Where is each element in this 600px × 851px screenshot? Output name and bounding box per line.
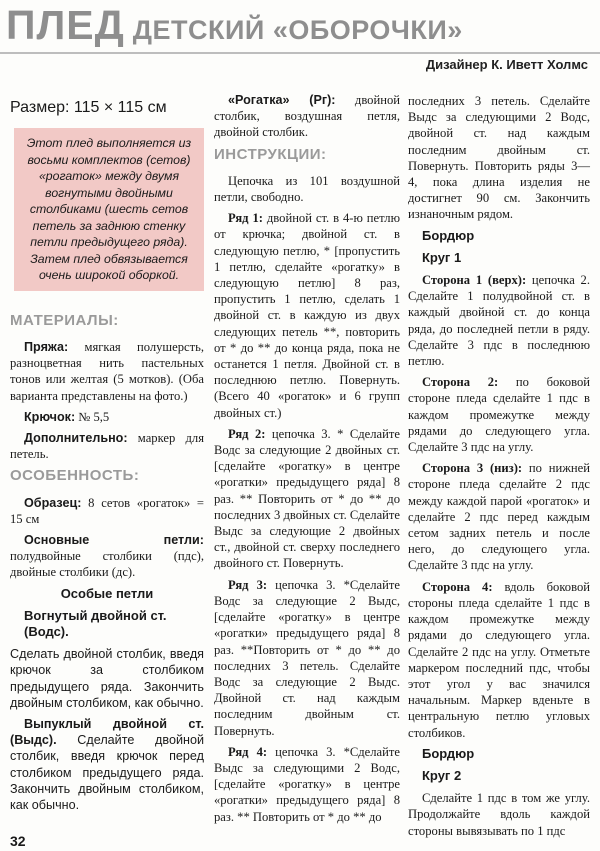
sample-paragraph: [10, 495, 204, 527]
hook-label: Крючок:: [24, 409, 76, 424]
intro-box: Этот плед выполняется из восьми комплектов (сетов) «рогаток» между двумя вогнутыми двойными столбиками (шесть сетов петель за заднюю стенку петли предыдущего ряда). Затем плед обвязывается очень широкой оборкой.: [14, 128, 204, 291]
page-number: 32: [10, 833, 26, 849]
row-4-text: цепочка 3. *Сделайте Выдс за следующими 2 Водс, [сделайте «рогатку» в центре «рогатки» предыдущего ряда] 8 раз. ** Повторить от * до ** до: [214, 744, 400, 824]
sample-label: Образец:: [24, 495, 82, 510]
instructions-heading: ИНСТРУКЦИИ:: [214, 145, 327, 163]
side-3-text: по нижней стороне пледа сделайте 2 пдс между каждой парой «рогаток» и сделайте 2 пдс перед каждым сетом задних петель и после него, до следующего угла. Сделайте 3 пдс на углу.: [408, 461, 590, 573]
basic-stitches-text: полудвойные столбики (пдс), двойные столбики (дс).: [10, 549, 204, 580]
page-title: [6, 2, 463, 48]
extra-text: маркер для петель.: [10, 430, 204, 462]
round-2-paragraph: Сделайте 1 пдс в том же углу. Продолжайте вдоль каждой стороны вывязывать по 1 пдс: [408, 791, 590, 838]
row-3-paragraph: [214, 577, 400, 739]
row-1-paragraph: [214, 210, 400, 421]
border-2-heading: Бордюр: [422, 745, 475, 761]
concave-stitch-text: Сделать двойной столбик, введя крючок за столбиком предыдущего ряда. Закончить двойным столбиком, как обычно.: [10, 647, 204, 710]
column-3: [408, 93, 590, 844]
side-3-label: Сторона 3 (низ):: [422, 461, 523, 476]
side-2-label: Сторона 2:: [422, 375, 499, 390]
row-3-label: Ряд 3:: [228, 577, 268, 592]
row-2-label: Ряд 2:: [228, 426, 266, 441]
continued-paragraph: последних 3 петель. Сделайте Выдс за следующими 2 Водс, двойной ст. над каждым последним двойным ст. Повернуть. Повторить ряды 3—4, пока длина изделия не достигнет 90 см. Закончить изнаночным рядом.: [408, 94, 590, 222]
concave-stitch-heading: Вогнутый двойной ст. (Водс).: [24, 607, 167, 639]
side-3-paragraph: [408, 460, 590, 573]
sample-text: 8 сетов «рогаток» = 15 см: [10, 495, 204, 526]
slingshot-label: «Рогатка» (Рг):: [228, 93, 336, 107]
row-1-text: двойной ст. в 4-ю петлю от крючка; двойной ст. в следующую петлю, * [пропустить 1 петлю, сделайте «рогатку» в следующую петлю] 8 раз, пропустить 1 петлю, сделать 1 двойной ст. в каждую из двух следующих петель **, повторить от * до ** до конца ряда, пока не останется 1 петля. Двойной ст. в последнюю петлю. Повернуть. (Всего 40 «рогаток» и 6 групп двойных ст.): [214, 211, 400, 420]
chain-paragraph: Цепочка из 101 воздушной петли, свободно.: [214, 173, 400, 205]
side-2-paragraph: [408, 374, 590, 455]
row-4-paragraph: [214, 744, 400, 825]
round-1-heading: Круг 1: [422, 249, 462, 265]
row-4-label: Ряд 4:: [228, 744, 268, 759]
column-1: [10, 92, 204, 818]
row-2-paragraph: [214, 426, 400, 572]
side-1-label: Сторона 1 (верх):: [422, 273, 527, 288]
extra-label: Дополнительно:: [24, 430, 128, 445]
row-2-text: цепочка 3. * Сделайте Водс за следующие 2 двойных ст. [сделайте «рогатку» в центре «рогатки» предыдущего ряда] 8 раз. ** Повторить от * до ** до последних 3 двойных ст. Сделайте Выдс за следующие 2 двойных ст., двойной ст. сверху последнего двойного ст. Повернуть.: [214, 426, 400, 571]
side-1-paragraph: [408, 272, 590, 369]
yarn-paragraph: [10, 339, 204, 404]
convex-stitch-label: Выпуклый двойной ст. (Выдс).: [10, 716, 204, 748]
materials-heading: МАТЕРИАЛЫ:: [10, 311, 119, 329]
special-stitches-heading: Особые петли: [60, 585, 154, 601]
basic-stitches-label: Основные петли:: [24, 532, 204, 547]
extra-paragraph: [10, 430, 204, 462]
side-4-text: вдоль боковой стороны пледа сделайте 1 пдс в каждом промежутке между рядами до следующего угла. Сделайте 2 пдс на углу. Отметьте маркером последний пдс, чтобы этот угол у вас значился начальным. Маркер вденьте в центральную петлю угловых столбиков.: [408, 579, 590, 740]
features-heading: ОСОБЕННОСТЬ:: [10, 467, 140, 485]
side-1-text: цепочка 2. Сделайте 1 полудвойной ст. в каждый двойной ст. до конца ряда, до последней петли в ряду. Сделайте 3 пдс в последнюю петлю.: [408, 273, 591, 369]
title-main: ПЛЕД: [6, 2, 125, 48]
hook-text: № 5,5: [75, 409, 110, 424]
side-4-label: Сторона 4:: [422, 579, 493, 594]
round-2-heading: Круг 2: [422, 767, 462, 783]
slingshot-text: двойной столбик, воздушная петля, двойной столбик.: [214, 93, 400, 140]
side-4-paragraph: [408, 579, 590, 741]
convex-stitch-paragraph: [10, 716, 204, 813]
yarn-text: мягкая полушерсть, разноцветная нить пастельных тонов или желтая (5 мотков). (Оба варианта представлены на фото.): [10, 339, 204, 403]
row-3-text: цепочка 3. *Сделайте Водс за следующие 2 Выдс, [сделайте «рогатку» в центре «рогатки» предыдущего ряда] 8 раз. **Повторить от * до ** до последних 3 петель. Сделайте Водс за следующие 2 Выдс. Двойной ст. над каждым последним двойным ст. Повернуть.: [214, 577, 400, 738]
title-rule: [0, 52, 600, 54]
designer-credit: Дизайнер К. Иветт Холмс: [425, 57, 588, 72]
convex-stitch-text: Сделайте двойной столбик, введя крючок перед столбиком предыдущего ряда. Закончить двойным столбиком, как обычно.: [10, 733, 204, 812]
row-1-label: Ряд 1:: [228, 211, 263, 226]
yarn-label: Пряжа:: [24, 339, 69, 354]
basic-stitches-paragraph: [10, 532, 204, 581]
hook-paragraph: [10, 409, 204, 425]
column-2: [214, 92, 400, 830]
border-heading: Бордюр: [422, 227, 475, 243]
size-line: Размер: 115 × 115 см: [10, 99, 167, 116]
title-subtitle: ДЕТСКИЙ «ОБОРОЧКИ»: [132, 15, 463, 45]
slingshot-paragraph: [214, 92, 400, 141]
side-2-text: по боковой стороне пледа сделайте 1 пдс в каждом промежутке между рядами до следующего угла. Сделайте 3 пдс на углу.: [408, 375, 590, 455]
